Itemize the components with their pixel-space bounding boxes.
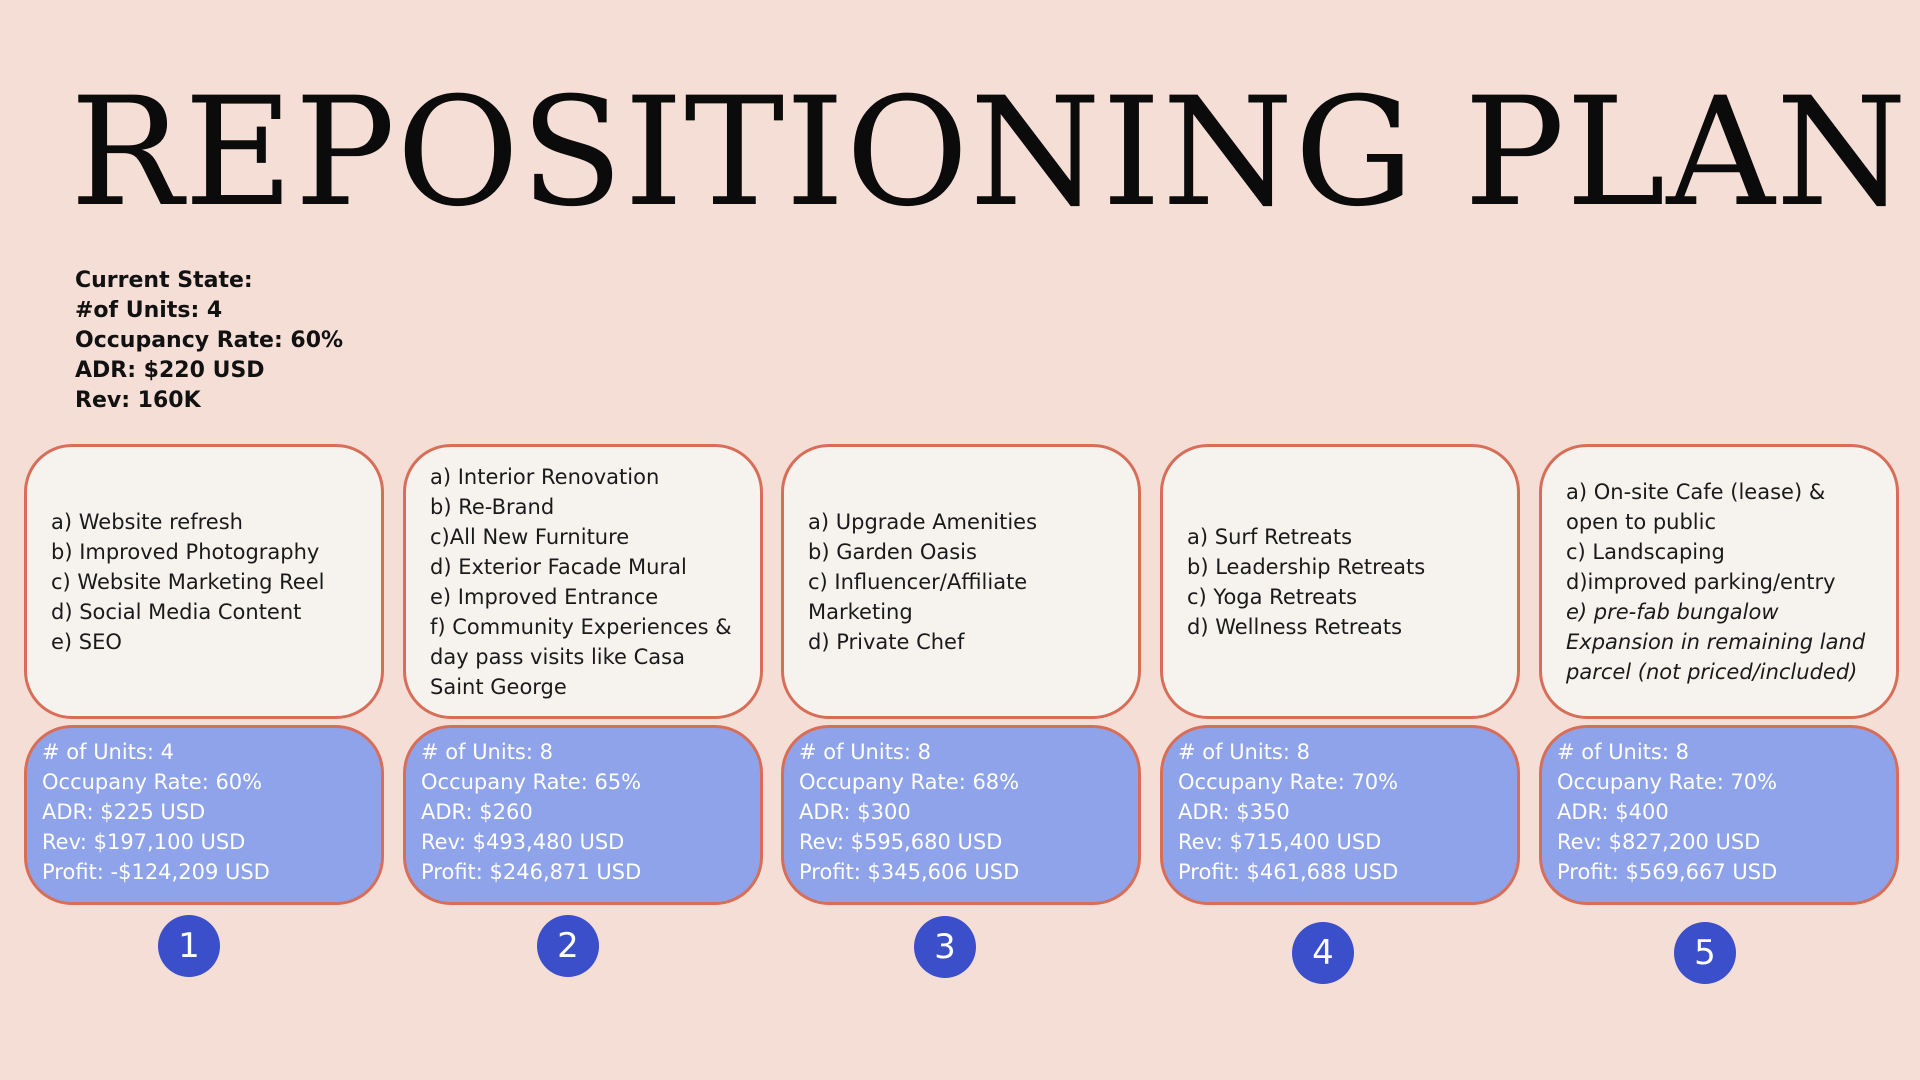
plan-item: c) Yoga Retreats (1187, 584, 1358, 609)
plan-item: e) Improved Entrance (430, 584, 659, 609)
phase-metrics-box (24, 725, 384, 905)
current-state-occupancy: Occupancy Rate: 60% (75, 328, 344, 353)
phase-plan-box (781, 444, 1141, 719)
metric-profit: Profit: $569,667 USD (1557, 860, 1778, 884)
phase-column-4 (1160, 444, 1520, 905)
metric-occupancy: Occupany Rate: 65% (421, 770, 642, 794)
metric-profit: Profit: $345,606 USD (799, 860, 1020, 884)
plan-item: a) Website refresh (51, 509, 243, 534)
metric-units: # of Units: 8 (1557, 740, 1689, 764)
metric-rev: Rev: $715,400 USD (1178, 830, 1382, 854)
plan-item: c) Landscaping (1566, 539, 1725, 564)
current-state-heading: Current State: (75, 268, 253, 293)
plan-item: a) On-site Cafe (lease) & open to public (1566, 479, 1826, 534)
metric-rev: Rev: $827,200 USD (1557, 830, 1761, 854)
phase-number-badge-5: 5 (1674, 922, 1736, 984)
phase-plan-box (1539, 444, 1899, 719)
phase-number-badge-1: 1 (158, 915, 220, 977)
current-state-units: #of Units: 4 (75, 298, 223, 323)
plan-item: e) SEO (51, 629, 122, 654)
metric-units: # of Units: 8 (799, 740, 931, 764)
metric-profit: Profit: -$124,209 USD (42, 860, 270, 884)
metric-rev: Rev: $595,680 USD (799, 830, 1003, 854)
phase-metrics-box (1160, 725, 1520, 905)
plan-item: c) Website Marketing Reel (51, 569, 325, 594)
page-title: REPOSITIONING PLAN (70, 66, 1908, 240)
plan-item: b) Re-Brand (430, 494, 555, 519)
phase-plan-box (24, 444, 384, 719)
plan-item: d) Wellness Retreats (1187, 614, 1403, 639)
plan-item: d) Private Chef (808, 629, 965, 654)
metric-adr: ADR: $350 (1178, 800, 1290, 824)
current-state-adr: ADR: $220 USD (75, 358, 265, 383)
phase-number-badge-2: 2 (537, 915, 599, 977)
metric-units: # of Units: 8 (421, 740, 553, 764)
plan-item: e) pre-fab bungalow Expansion in remaining land parcel (not priced/included) (1566, 599, 1866, 684)
current-state-block (75, 266, 343, 416)
phase-plan-box (403, 444, 763, 719)
plan-item: a) Surf Retreats (1187, 524, 1353, 549)
plan-item: b) Leadership Retreats (1187, 554, 1426, 579)
phase-metrics-box (1539, 725, 1899, 905)
plan-item: c) Influencer/Affiliate Marketing (808, 569, 1028, 624)
phase-column-3 (781, 444, 1141, 905)
metric-rev: Rev: $493,480 USD (421, 830, 625, 854)
metric-adr: ADR: $300 (799, 800, 911, 824)
plan-item: f) Community Experiences & day pass visits like Casa Saint George (430, 614, 732, 699)
plan-item: d)improved parking/entry (1566, 569, 1836, 594)
plan-item: d) Exterior Facade Mural (430, 554, 687, 579)
plan-item: a) Upgrade Amenities (808, 509, 1038, 534)
metric-profit: Profit: $461,688 USD (1178, 860, 1399, 884)
metric-occupancy: Occupany Rate: 70% (1178, 770, 1399, 794)
plan-item: b) Improved Photography (51, 539, 320, 564)
phase-plan-box (1160, 444, 1520, 719)
metric-adr: ADR: $225 USD (42, 800, 206, 824)
plan-item: c)All New Furniture (430, 524, 630, 549)
metric-units: # of Units: 4 (42, 740, 174, 764)
metric-occupancy: Occupany Rate: 70% (1557, 770, 1778, 794)
metric-occupancy: Occupany Rate: 60% (42, 770, 263, 794)
phase-column-2 (403, 444, 763, 905)
current-state-rev: Rev: 160K (75, 388, 201, 413)
metric-profit: Profit: $246,871 USD (421, 860, 642, 884)
plan-item: d) Social Media Content (51, 599, 302, 624)
metric-rev: Rev: $197,100 USD (42, 830, 246, 854)
metric-adr: ADR: $400 (1557, 800, 1669, 824)
phase-metrics-box (403, 725, 763, 905)
metric-adr: ADR: $260 (421, 800, 533, 824)
plan-item: a) Interior Renovation (430, 464, 660, 489)
metric-occupancy: Occupany Rate: 68% (799, 770, 1020, 794)
metric-units: # of Units: 8 (1178, 740, 1310, 764)
phase-column-5 (1539, 444, 1899, 905)
phase-metrics-box (781, 725, 1141, 905)
phase-column-1 (24, 444, 384, 905)
plan-item: b) Garden Oasis (808, 539, 977, 564)
phase-number-badge-4: 4 (1292, 922, 1354, 984)
phase-number-badge-3: 3 (914, 916, 976, 978)
